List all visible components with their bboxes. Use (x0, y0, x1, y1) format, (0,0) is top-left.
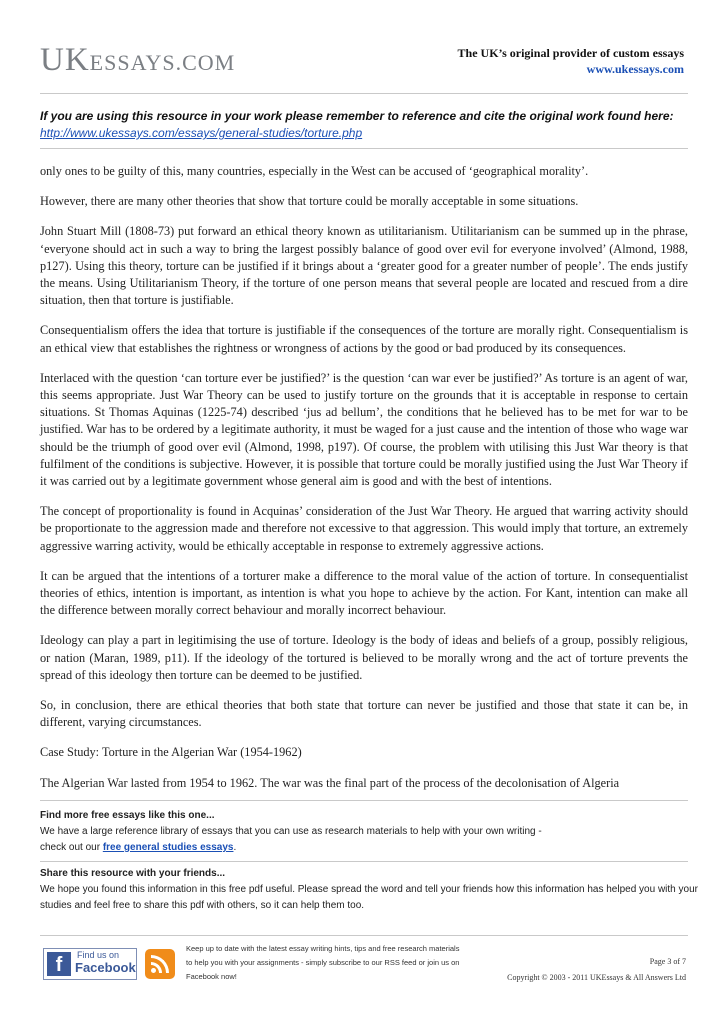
tagline-url-link[interactable]: www.ukessays.com (586, 62, 684, 76)
paragraph: The Algerian War lasted from 1954 to 1962. The war was the final part of the process of the decolonisation of Algeria (40, 775, 620, 790)
paragraph: The concept of proportionality is found in Acquinas’ consideration of the Just War Theory. He argued that warring activity should be proportionate to the aggression made and therefore not excessive to that aggression. This would imply that torture, an extremely aggressive warring activity, would be ethically acceptable in response to extremely aggressive actions. (40, 504, 688, 553)
find-more-section (40, 808, 700, 856)
header-divider (40, 93, 688, 94)
find-more-text: We have a large reference library of essays that you can use as research materials to help with your own writing - (40, 826, 542, 837)
page-number: Page 3 of 7 (649, 957, 686, 966)
footer-line: Keep up to date with the latest essay writing hints, tips and free research materials (186, 944, 460, 953)
find-more-suffix: . (233, 842, 237, 853)
paragraph: Interlaced with the question ‘can torture ever be justified?’ is the question ‘can war ever be justified?’ As torture is an agent of war, this seems appropriate. Just War Theory can be used to justify torture on the grounds that it is acceptable in response to certain situations. St Thomas Aquinas (1225-74) described ‘jus ad bellum’, the conditions that he believed has to be met for war to be justified. War has to be ordered by a legitimate authority, it must be waged for a just cause and the intention of those who wage war should be the triumph of good over evil (Almond, 1998, p197). Of course, the problem with utilising this Just War theory is that fulfilment of the conditions is subjective. However, it is possible that torture could be morally justified using the Just War Theory if it was carried out by a legitimate government whose general aim is good and with the best of intentions. (40, 370, 688, 489)
page-header (0, 0, 728, 90)
share-heading: Share this resource with your friends... (40, 868, 226, 879)
essay-body (40, 163, 688, 805)
copyright-notice: Copyright © 2003 - 2011 UKEssays & All Answers Ltd (507, 973, 686, 982)
tagline-text: The UK’s original provider of custom essays (457, 46, 684, 60)
body-divider (40, 800, 688, 801)
paragraph: John Stuart Mill (1808-73) put forward an ethical theory known as utilitarianism. Utilitarianism can be summed up in the phrase, ‘everyone should act in such a way to bring the largest possibly balance of good over evil for everyone involved’ (Almond, 1988, p127). Using this theory, torture can be justified if it brings about a ‘greater good for a greater number of people’. The ends justify the means. Using Utilitarianism Theory, if the torture of one person means that several people are located and rescued from a dire situation, then that torture is justifiable. (40, 224, 688, 308)
find-more-line2 (40, 840, 700, 856)
header-tagline (458, 45, 684, 77)
logo-rest: ESSAYS.COM (89, 50, 236, 75)
find-more-heading: Find more free essays like this one... (40, 810, 215, 821)
paragraph: Ideology can play a part in legitimising the use of torture. Ideology is the body of ideas and beliefs of a group, possibly religious, or nation (Maran, 1989, p11). If the ideology of the tortured is believed to be morally wrong and the act of torture prevents the spread of this ideology then torture can be deemed to be justified. (40, 633, 688, 682)
footer-line: to help you with your assignments - simply subscribe to our RSS feed or join us on (186, 958, 460, 967)
paragraph: So, in conclusion, there are ethical theories that both state that torture can never be justified and those that state it can be, in different, varying circumstances. (40, 698, 688, 730)
ukessays-logo[interactable] (40, 42, 235, 79)
paragraph: only ones to be guilty of this, many countries, especially in the West can be accused of ‘geographical morality’. (40, 164, 589, 178)
share-text: We hope you found this information in this free pdf useful. Please spread the word and tell your friends how this information has helped you with your studies and feel free to share this pdf with others, so it can help them too. (40, 884, 698, 911)
footer-line: Facebook now! (186, 972, 237, 981)
facebook-find-label: Find us on (77, 950, 120, 960)
footer-divider (40, 935, 688, 936)
citation-divider (40, 148, 688, 149)
free-essays-link[interactable]: free general studies essays (102, 842, 234, 853)
paragraph: It can be argued that the intentions of a torturer make a difference to the moral value of the action of torture. In consequentialist theories of ethics, intention is important, as intention is what you hope to achieve by the action. For Kant, intention can make all the difference between morally correct behaviour and morally incorrect behaviour. (40, 568, 688, 618)
citation-notice (40, 108, 688, 142)
facebook-name-label: Facebook (75, 960, 136, 975)
paragraph: However, there are many other theories that show that torture could be morally acceptable in some situations. (40, 194, 579, 209)
facebook-button[interactable] (43, 948, 137, 980)
citation-text: If you are using this resource in your work please remember to reference and cite the original work found here: (40, 109, 674, 123)
footer-subscribe-text (186, 942, 506, 984)
case-study-heading: Case Study: Torture in the Algerian War (1954-1962) (40, 745, 302, 760)
facebook-icon: f (47, 952, 71, 976)
promo-divider (40, 861, 688, 862)
share-section (40, 866, 700, 914)
page-footer (40, 942, 688, 986)
citation-url-link[interactable]: http://www.ukessays.com/essays/general-studies/torture.php (40, 126, 363, 140)
find-more-prefix: check out our (40, 842, 103, 853)
logo-main: UK (40, 42, 90, 78)
paragraph: Consequentialism offers the idea that torture is justifiable if the consequences of the torture are morally right. Consequentialism is an ethical view that establishes the rightness or wrongness of actions by the good or bad produced by its consequences. (40, 323, 688, 355)
rss-icon[interactable] (145, 949, 175, 979)
